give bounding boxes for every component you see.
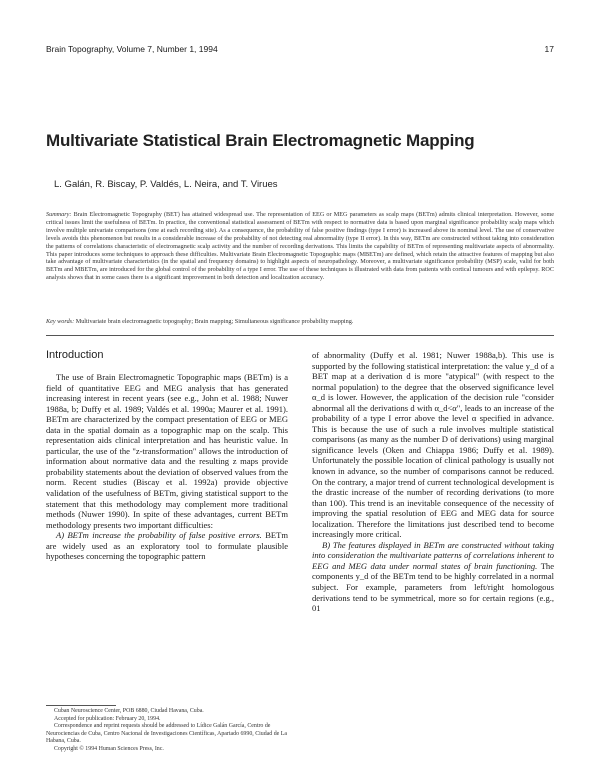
difficulty-b-text: The components y_d of the BETm tend to be highly correlated in a normal subject. For example, parameters from left/right homologous derivations tend to be symmetrical, more so for certain regions (e.g., 01 (312, 560, 554, 614)
section-divider (46, 335, 554, 336)
right-paragraph-2 (312, 540, 554, 614)
keywords (46, 318, 554, 326)
journal-citation: Brain Topography, Volume 7, Number 1, 1994 (46, 44, 218, 54)
footnote-correspondence: Correspondence and reprint requests should be addressed to Lídice Galán García, Centro de Neurociencias de Cuba, Centro Nacional de Investigaciones Científicas, Apartado 6990, Ciudad de La Habana, Cuba. (46, 723, 287, 745)
keywords-text: Multivariate brain electromagnetic topography; Brain mapping; Simultaneous significance probability mapping. (75, 318, 354, 325)
footnote-divider (46, 705, 116, 706)
difficulty-a-heading: A) BETm increase the probability of false positive errors. (56, 530, 262, 541)
right-paragraph-1: of abnormality (Duffy et al. 1981; Nuwer 1988a,b). This use is supported by the following statistical interpretation: the value y_d of a BET map at a derivation d is more "atypical" (with respect to the normal population) to the degree that the observed significance level α_d is lower. However, the application of the decision rule "consider abnormal all the derivations d with α_d<α", leads to an increase of the probability of a type I error above the level α specified in advance. This is because the use of such a rule involves multiple statistical comparisons (as many as the number D of derivations) using marginal significance levels (Oken and Chiappa 1986; Duffy et al. 1989). Unfortunately the possible location of clinical pathology is usually not known in advance, so the number of comparisons cannot be reduced. On the contrary, a major trend of current technological development is the drastic increase of the number of recording derivations (to more than 100). This trend is an inevitable consequence of the necessity of improving the spatial resolution of EEG and MEG data for source localization. Therefore the limitations just described tend to become increasingly more critical. (312, 350, 554, 540)
abstract-text: Brain Electromagnetic Topography (BET) has attained widespread use. The representation of EEG or MEG parameters as scalp maps (BETm) admits clinical interpretation. However, some critical issues limit the usefulness of BETm. In practice, the conventional statistical assessment of BETm with respect to normative data is based upon marginal significance probability scalp maps which involve multiple univariate comparisons (one at each recording site). As a consequence, the probability of false positive findings (type I error) is increased above its nominal level. The use of conservative levels avoids this phenomenon but results in a considerable increase of the probability of not detecting real abnormality (type II error). In this way, BETm are constructed without taking into consideration the patterns of correlations characteristic of electromagnetic scalp activity and the number of recording derivations. This limits the capability of BETm of representing multivariate aspects of abnormality. This paper introduces some techniques to approach these difficulties. Multivariate Brain Electromagnetic Topographic maps (MBETm) are defined, which retain the attractive features of mapping but also take advantage of multivariate characteristics (in the spatial and frequency domains) to highlight aspects of neuropathology. Moreover, a multivariate significance probability (MSP) scale, valid for both BETm and MBETm, are introduced for the global control of the probability of a type I error. The use of these techniques is illustrated with data from patients with cortical tumours and with epilepsy. ROC analysis shows that in some cases there is a significant improvement in both detection and localization accuracy. (46, 211, 555, 282)
abstract (46, 211, 554, 282)
footnotes (46, 708, 288, 754)
running-header (46, 44, 554, 58)
intro-paragraph-1: The use of Brain Electromagnetic Topographic maps (BETm) is a field of quantitative EEG and MEG analysis that has generated increasing interest in recent years (see e.g., John et al. 1988; Nuwer 1988a, b; Duffy et al. 1989; Valdés et al. 1990a; Maurer et al. 1991). BETm are characterized by the compact presentation of EEG or MEG data in the spatial domain as a topographic map on the scalp. This representation aids clinical interpretation and has heuristic value. In particular, the use of the "z-transformation" allows the introduction of information about normative data and the resulting z maps provide probability statements about the deviation of observed values from the norm. Recent studies (Biscay et al. 1992a) provide objective validation of the usefulness of BETm, giving statistical support to the statement that this methodology may complement more traditional methods (Nuwer 1990). In spite of these advantages, current BETm methodology presents two important difficulties: (46, 372, 288, 530)
left-column (46, 372, 288, 700)
footnote-copyright: Copyright © 1994 Human Sciences Press, Inc. (54, 745, 164, 752)
abstract-label: Summary: (46, 211, 72, 218)
author-list: L. Galán, R. Biscay, P. Valdés, L. Neira, and T. Virues (54, 179, 278, 190)
intro-paragraph-2 (46, 530, 288, 562)
difficulty-a-text: BETm are widely used as an exploratory tool to formulate plausible hypotheses concerning the topographic pattern (46, 530, 288, 562)
footnote-accepted: Accepted for publication: February 20, 1994. (54, 715, 161, 722)
right-column (312, 350, 554, 775)
difficulty-b-heading: B) The features displayed in BETm are constructed without taking into consideration the multivariate patterns of correlations inherent to EEG and MEG data under normal states of brain functioning. (312, 539, 554, 571)
keywords-label: Key words: (46, 318, 75, 325)
paper-title: Multivariate Statistical Brain Electromagnetic Mapping (46, 131, 475, 150)
page-number: 17 (544, 44, 554, 54)
section-heading-introduction: Introduction (46, 349, 104, 361)
footnote-affiliation: Cuban Neuroscience Center, POB 6880, Ciudad Havana, Cuba. (54, 708, 204, 714)
